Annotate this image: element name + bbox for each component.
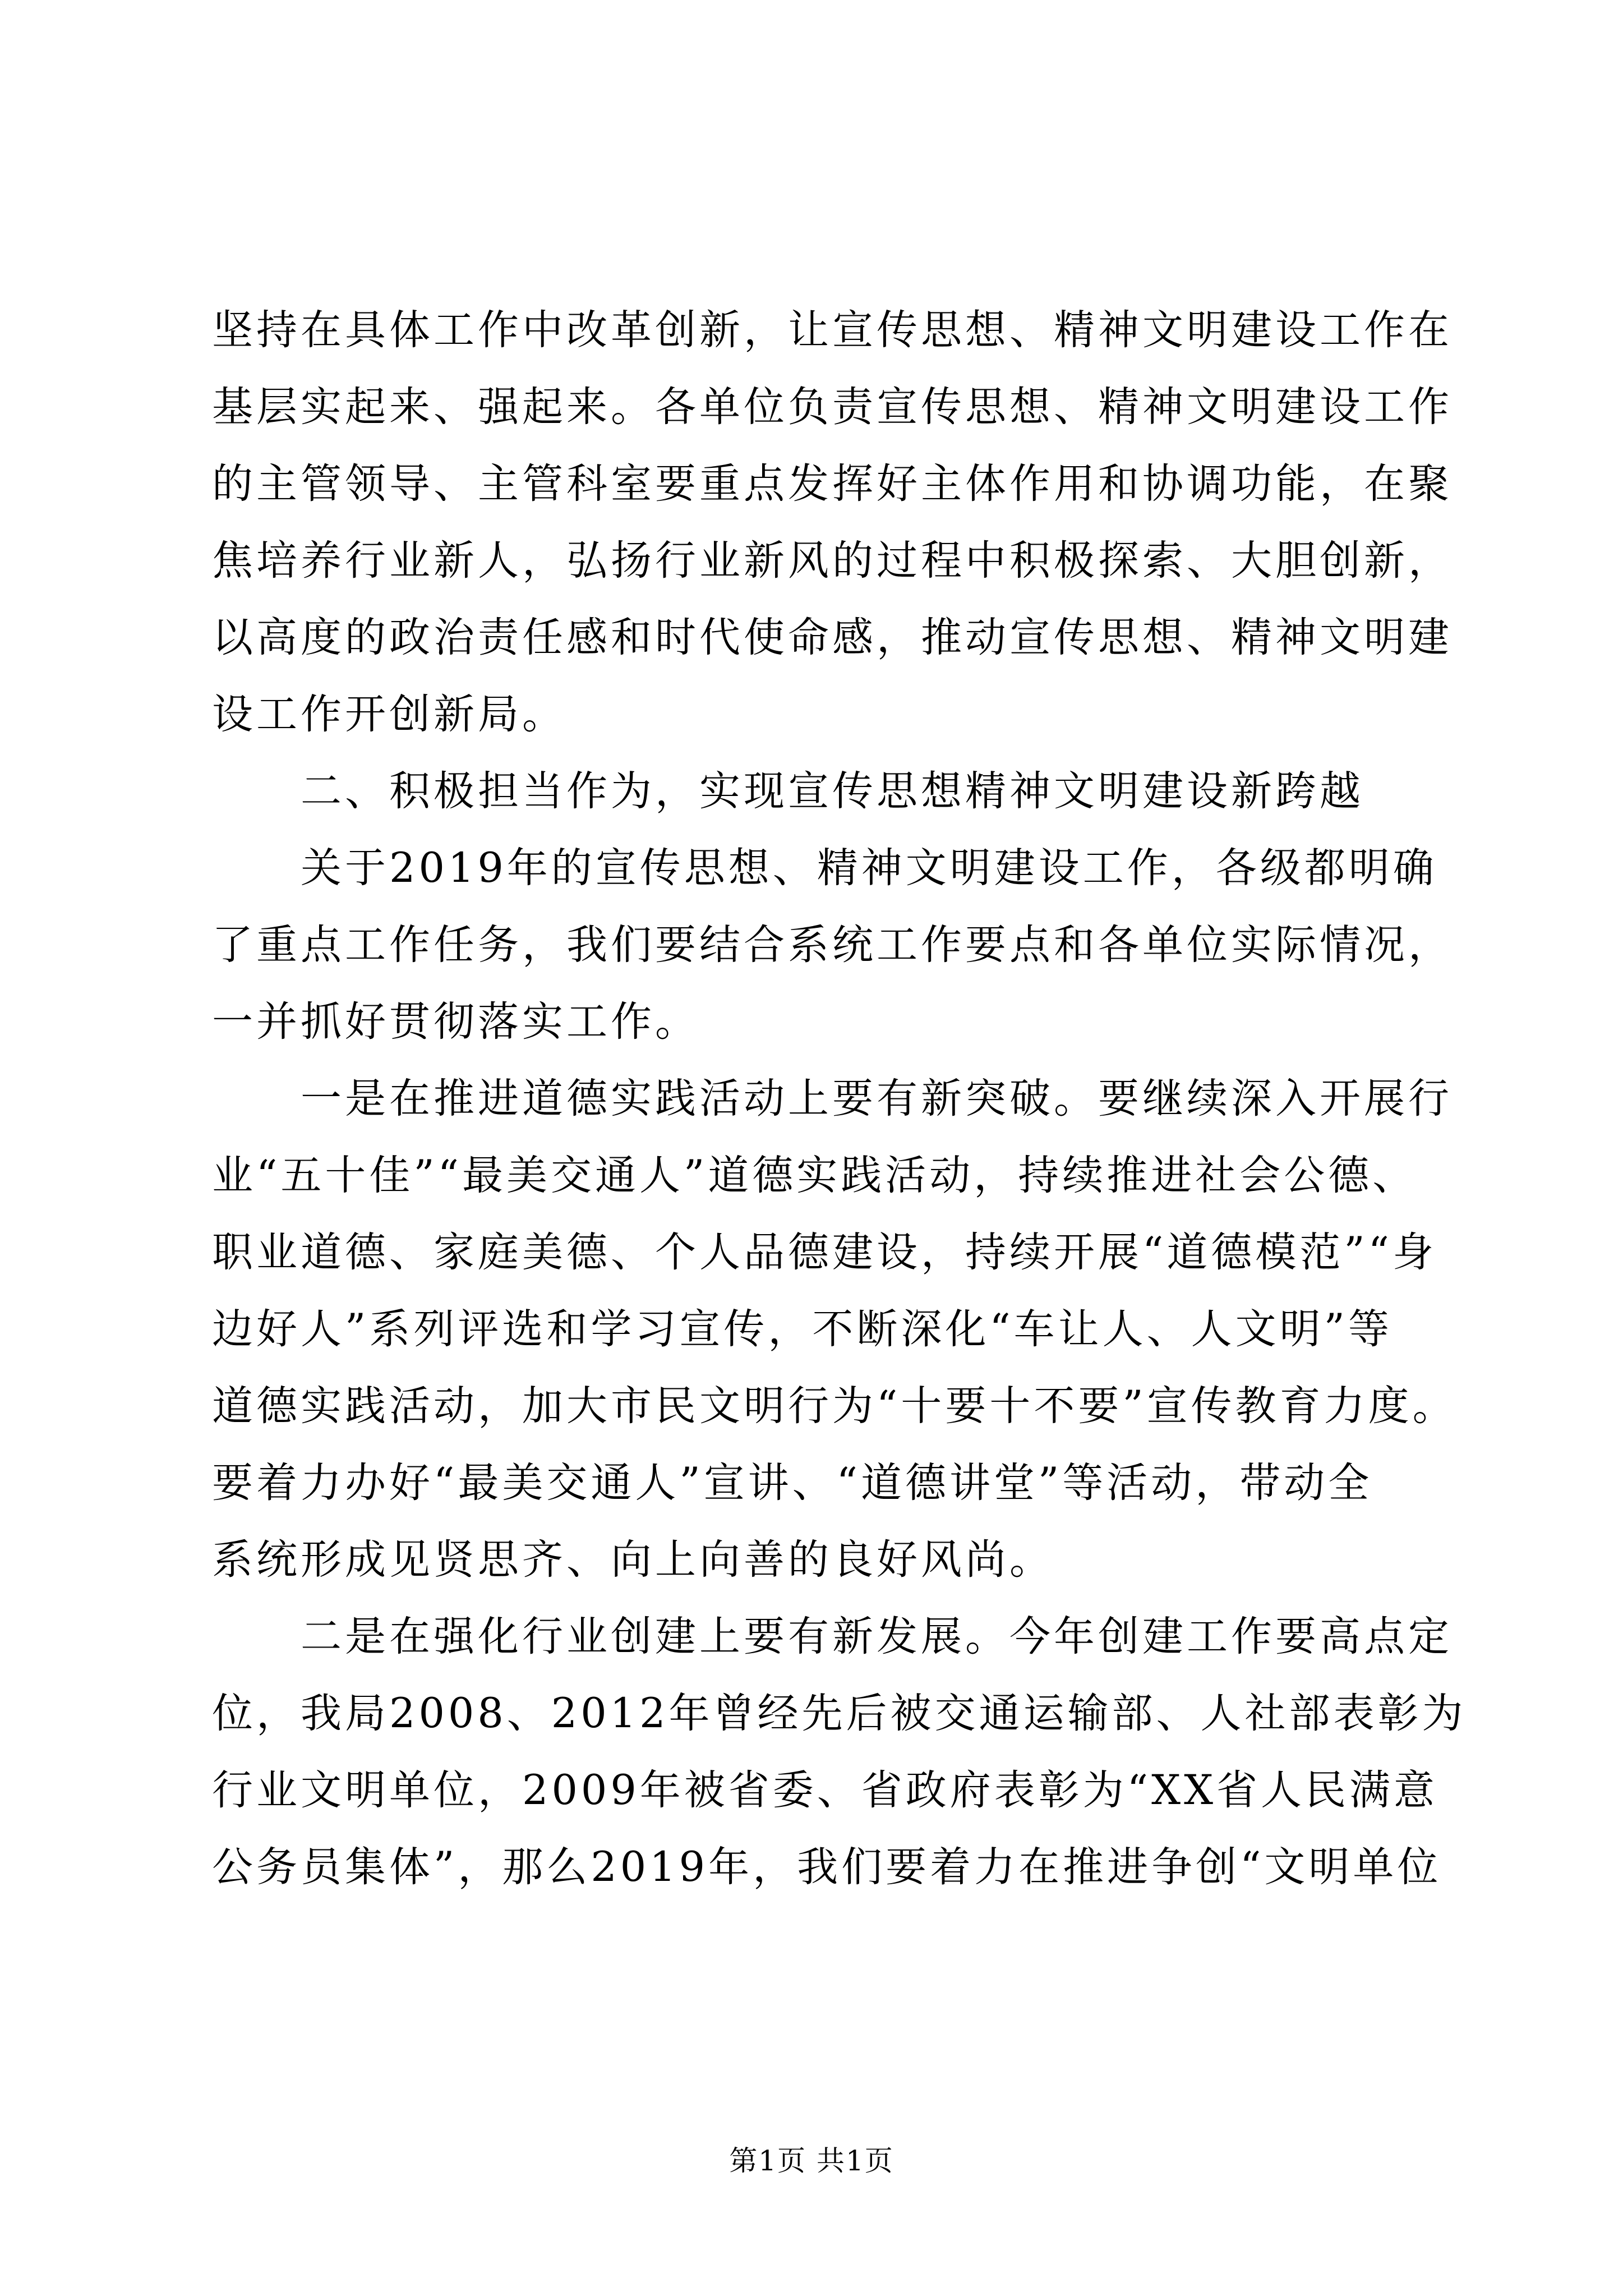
text-line: 位，我局2008、2012年曾经先后被交通运输部、人社部表彰为 — [212, 1690, 1467, 1737]
text-line: 一是在推进道德实践活动上要有新突破。要继续深入开展行 — [212, 1075, 1453, 1122]
text-line: 一并抓好贯彻落实工作。 — [212, 998, 699, 1046]
text-line: 关于2019年的宣传思想、精神文明建设工作，各级都明确 — [212, 844, 1437, 892]
page-number-footer: 第1页 共1页 — [729, 2145, 894, 2177]
text-line: 设工作开创新局。 — [212, 691, 566, 738]
text-line: 业“五十佳”“最美交通人”道德实践活动，持续推进社会公德、 — [212, 1152, 1417, 1199]
text-line: 以高度的政治责任感和时代使命感，推动宣传思想、精神文明建 — [212, 614, 1453, 661]
text-line: 了重点工作任务，我们要结合系统工作要点和各单位实际情况， — [212, 921, 1453, 969]
section-heading: 二、积极担当作为，实现宣传思想精神文明建设新跨越 — [212, 767, 1364, 815]
document-body — [212, 292, 1467, 1906]
text-line: 公务员集体”，那么2019年，我们要着力在推进争创“文明单位 — [212, 1843, 1442, 1891]
text-line: 的主管领导、主管科室要重点发挥好主体作用和协调功能，在聚 — [212, 460, 1453, 508]
text-line: 基层实起来、强起来。各单位负责宣传思想、精神文明建设工作 — [212, 383, 1453, 431]
text-line: 坚持在具体工作中改革创新，让宣传思想、精神文明建设工作在 — [212, 306, 1453, 354]
text-line: 行业文明单位，2009年被省委、省政府表彰为“XX省人民满意 — [212, 1766, 1438, 1814]
text-line: 职业道德、家庭美德、个人品德建设，持续开展“道德模范”“身 — [212, 1228, 1437, 1276]
text-line: 边好人”系列评选和学习宣传，不断深化“车让人、人文明”等 — [212, 1305, 1393, 1353]
text-line: 道德实践活动，加大市民文明行为“十要十不要”宣传教育力度。 — [212, 1382, 1457, 1430]
text-line: 焦培养行业新人，弘扬行业新风的过程中积极探索、大胆创新， — [212, 537, 1453, 585]
text-line: 要着力办好“最美交通人”宣讲、“道德讲堂”等活动，带动全 — [212, 1459, 1373, 1507]
text-line: 二是在强化行业创建上要有新发展。今年创建工作要高点定 — [212, 1613, 1453, 1660]
text-line: 系统形成见贤思齐、向上向善的良好风尚。 — [212, 1536, 1054, 1584]
